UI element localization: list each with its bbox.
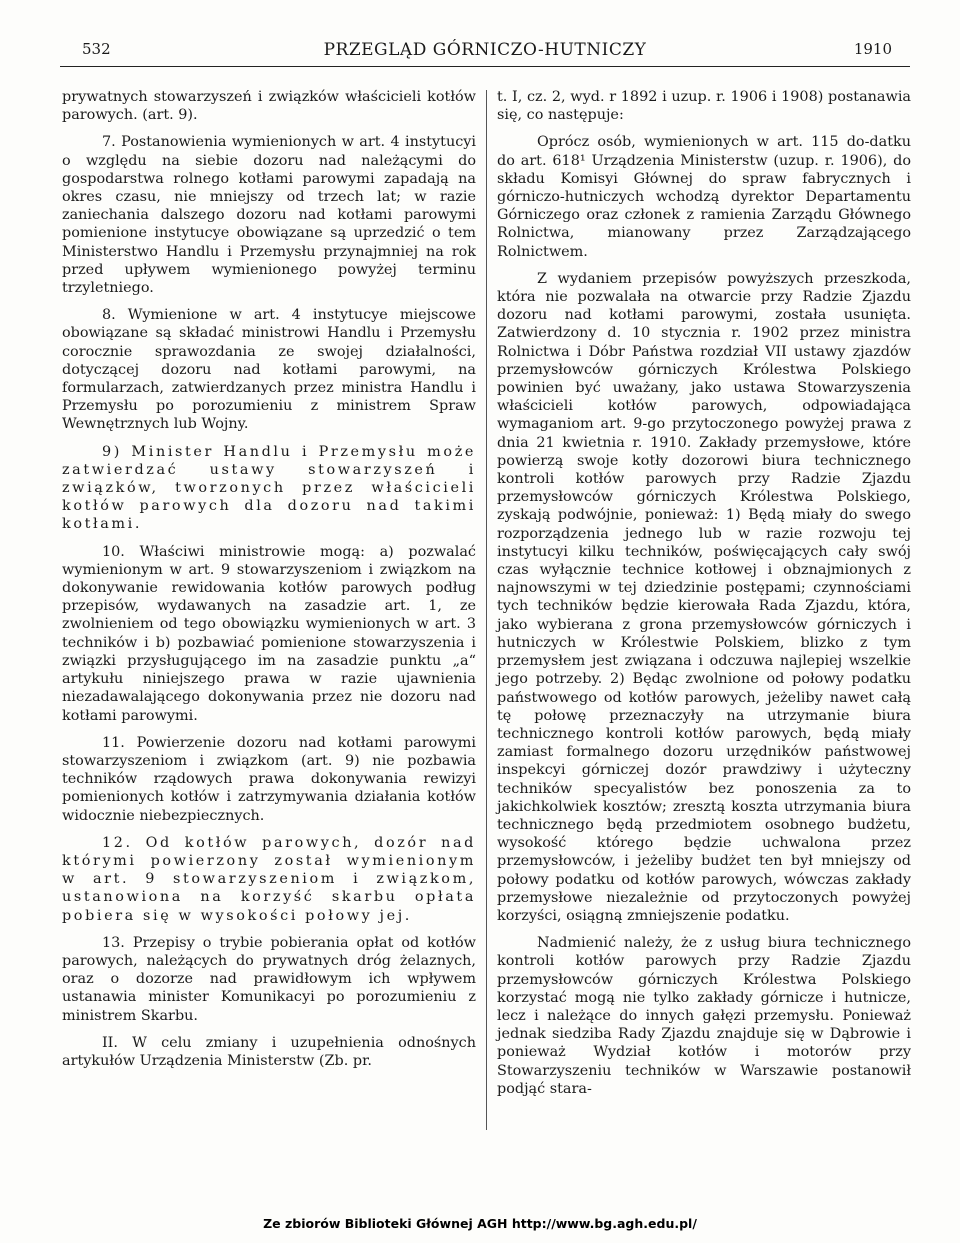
right-column [497,88,911,1107]
library-footer: Ze zbiorów Biblioteki Głównej AGH http://www.bg.agh.edu.pl/ [263,1216,697,1231]
journal-title: PRZEGLĄD GÓRNICZO-HUTNICZY [323,40,647,60]
paragraph: 12. Od kotłów parowych, dozór nad którymi powierzony został wymienionym w art. 9 stowarzyszeniom i związkom, ustanowiona na korzyść skarbu opłata pobiera się w wysokości połowy jej. [62,834,476,924]
paragraph: prywatnych stowarzyszeń i związków właścicieli kotłów parowych. (art. 9). [62,89,476,124]
paragraph: 10. Właściwi ministrowie mogą: a) pozwalać wymienionym w art. 9 stowarzyszeniom i związkom na dokonywanie rewidowania kotłów parowych podług przepisów, wydawanych na zasadzie art. 1, ze zwolnieniem od tego obowiązku wymienionych w art. 3 techników i b) pozbawiać pomienione stowarzyszenia i związki przysługującego im na zasadzie punktu „a“ artykułu niniejszego prawa w razie ujawnienia niezadawalającego dokonywania przez nie dozoru nad kotłami parowymi. [62,543,476,724]
paragraph: 7. Postanowienia wymienionych w art. 4 instytucyi o względu na siebie dozoru nad należącymi do gospodarstwa rolnego kotłami parowymi zapadają na okres czasu, nie mniejszy od trzech lat; w razie zaniechania dalszego dozoru nad kotłami parowymi pomienione instytucye obowiązane są uprzedzić o tem Ministerstwo Handlu i Przemysłu przynajmniej na rok przed upływem wymienionego powyżej terminu trzyletniego. [62,134,476,297]
page-header [60,36,910,67]
paragraph: II. W celu zmiany i uzupełnienia odnośnych artykułów Urządzenia Ministerstw (Zb. pr. [62,1034,476,1069]
paragraph: Z wydaniem przepisów powyższych przeszkoda, która nie pozwalała na otwarcie przy Radzie Zjazdu dozoru nad kotłami parowymi, została usunięta. Zatwierdzony d. 10 stycznia r. 1902 przez ministra Rolnictwa i Dóbr Państwa rozdział VII ustawy zjazdów przemysłowców górniczych Królestwa Polskiego powinien być uważany, jako ustawa Stowarzyszenia właścicieli kotłów parowych, odpowiadająca wymaganiom art. 9-go przytoczonego powyżej prawa z dnia 21 kwietnia r. 1910. Zakłady przemysłowe, które powierzą swoje kotły dozorowi biura technicznego kontroli kotłów parowych przy Radzie Zjazdu przemysłowców górniczych Królestwa Polskiego, zyskają podwójnie, ponieważ: 1) Będą miały do swego rozporządzenia jednego lub w razie rozwoju tej instytucyi kilku techników, poświęcających cały swój czas wyłącznie technice kotłowej i obznajmionych z najnowszymi w tej dziedzinie postępami; czynnościami tych techników będzie kierowała Rada Zjazdu, która, jako wybierana z grona przemysłowców górniczych i hutniczych w Królestwie Polskiem, blizko z tym przemysłem jest związana i odczuwa najlepiej wszelkie jego potrzeby. 2) Będąc zwolnione od połowy podatku państwowego od kotłów parowych, jeżeliby nawet całą tę połowę przeznaczyły na utrzymanie biura technicznego kontroli kotłów parowych, będą miały zamiast formalnego dozoru urzędników państwowej inspekcyi górniczej dozór prawdziwy i użyteczny techników specyalistów bez ponoszenia za to jakichkolwiek kosztów; zresztą koszta utrzymania biura technicznego będą przedmiotem osobnego budżetu, wysokość którego będzie uchwalona przez przemysłowców, i jeżeliby budżet ten był mniejszy od połowy podatku od kotłów parowych, wówczas zakłady przemysłowe niezależnie od przytoczonych powyżej korzyści, osiągną zmniejszenie podatku. [497,270,911,924]
paragraph: Oprócz osób, wymienionych w art. 115 do-datku do art. 618¹ Urządzenia Ministerstw (uzup. r. 1906), do składu Komisyi Głównej do spraw fabrycznych i górniczo-hutniczych wchodzą dyrektor Departamentu Górniczego oraz członek z ramienia Zarządu Głównego Rolnictwa, mianowany przez Zarządzającego Rolnictwem. [497,134,911,260]
paragraph: t. I, cz. 2, wyd. r 1892 i uzup. r. 1906 i 1908) postanawia się, co następuje: [497,89,911,124]
left-column [62,88,476,1079]
paragraph: 13. Przepisy o trybie pobierania opłat od kotłów parowych, należących do prywatnych dróg żelaznych, oraz o dozorze nad prawidłowym ich wpływem ustanawia minister Komunikacyi po porozumieniu z ministrem Skarbu. [62,934,476,1024]
paragraph: 9) Minister Handlu i Przemysłu może zatwierdzać ustawy stowarzyszeń i związków, tworzonych przez właścicieli kotłów parowych dla dozoru nad takimi kotłami. [62,443,476,533]
page-number: 532 [82,40,111,58]
column-divider [486,90,487,1130]
paragraph: 8. Wymienione w art. 4 instytucye miejscowe obowiązane są składać ministrowi Handlu i Przemysłu corocznie sprawozdania ze swojej działalności, dotyczącej dozoru nad kotłami parowymi, na formularzach, zatwierdzanych przez ministra Handlu i Przemysłu po porozumieniu z ministrem Spraw Wewnętrznych lub Wojny. [62,307,476,433]
paragraph: 11. Powierzenie dozoru nad kotłami parowymi stowarzyszeniom i związkom (art. 9) nie pozbawia techników rządowych prawa dokonywania rewizyi pomienionych kotłów i zatrzymywania działania kotłów widocznie niebezpiecznych. [62,734,476,824]
year: 1910 [853,40,892,58]
paragraph: Nadmienić należy, że z usług biura technicznego kontroli kotłów parowych przy Radzie Zjazdu przemysłowców górniczych Królestwa Polskiego korzystać mogą nie tylko zakłady górnicze i hutnicze, lecz i należące do innych gałęzi przemysłu. Ponieważ jednak siedziba Rady Zjazdu znajduje się w Dąbrowie i ponieważ Wydział kotłów i motorów przy Stowarzyszeniu techników w Warszawie postanowił podjąć stara- [497,935,911,1097]
